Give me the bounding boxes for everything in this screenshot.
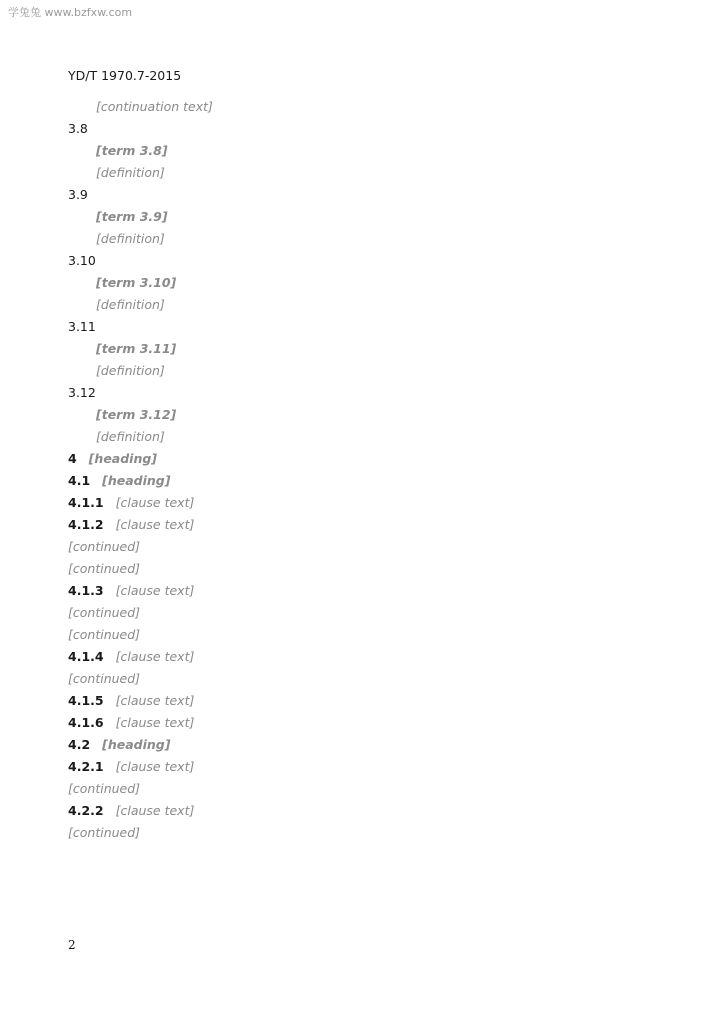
paragraph-line: [definition] [96, 363, 165, 378]
clause [68, 514, 656, 536]
clause-number: 4.1 [68, 473, 91, 488]
paragraph-line: [continued] [68, 781, 141, 796]
clause-text: [heading] [102, 737, 171, 752]
paragraph-line: [continued] [68, 825, 141, 840]
clause-number: 4.1.2 [68, 517, 104, 532]
section-heading [68, 734, 656, 756]
paragraph-line: [continued] [68, 627, 141, 642]
clause-text: [heading] [102, 473, 171, 488]
clause-number: 4.1.5 [68, 693, 104, 708]
clause-text: [clause text] [115, 693, 195, 708]
clause-number: 4.1.4 [68, 649, 104, 664]
clause-text: [clause text] [115, 495, 195, 510]
term-title: [term 3.8] [96, 143, 168, 158]
clause-text: [clause text] [115, 517, 195, 532]
paragraph-line: [continued] [68, 561, 141, 576]
clause-number: 4.2.2 [68, 803, 104, 818]
clause-number: 4 [68, 451, 77, 466]
clause-number: 3.9 [68, 187, 88, 202]
term-title: [term 3.9] [96, 209, 168, 224]
paragraph-line: [definition] [96, 231, 165, 246]
term-title: [term 3.11] [96, 341, 177, 356]
term-title: [term 3.10] [96, 275, 177, 290]
document-body [68, 96, 656, 844]
clause-text: [clause text] [115, 649, 195, 664]
clause [68, 492, 656, 514]
clause-number: 4.1.6 [68, 715, 104, 730]
clause-text: [clause text] [115, 759, 195, 774]
paragraph-line: [continued] [68, 539, 141, 554]
document-number: YD/T 1970.7-2015 [68, 68, 182, 83]
paragraph-line: [continued] [68, 671, 141, 686]
clause-number: 3.8 [68, 121, 88, 136]
page-number: 2 [68, 938, 76, 952]
clause-number: 4.1.1 [68, 495, 104, 510]
paragraph-line: [continuation text] [96, 99, 213, 114]
clause-text: [clause text] [115, 803, 195, 818]
clause-number: 4.2 [68, 737, 91, 752]
paragraph-line: [continued] [68, 605, 141, 620]
clause-text: [clause text] [115, 583, 195, 598]
clause-number: 4.2.1 [68, 759, 104, 774]
clause [68, 580, 656, 602]
section-heading [68, 448, 656, 470]
section-heading [68, 470, 656, 492]
paragraph-line: [definition] [96, 165, 165, 180]
clause [68, 712, 656, 734]
clause-number: 3.11 [68, 319, 96, 334]
clause [68, 690, 656, 712]
clause [68, 646, 656, 668]
paragraph-line: [definition] [96, 429, 165, 444]
clause-number: 3.12 [68, 385, 96, 400]
clause [68, 756, 656, 778]
clause-number: 3.10 [68, 253, 96, 268]
watermark: 学兔兔 www.bzfxw.com [8, 6, 133, 19]
term-title: [term 3.12] [96, 407, 177, 422]
clause-text: [clause text] [115, 715, 195, 730]
clause-number: 4.1.3 [68, 583, 104, 598]
clause [68, 800, 656, 822]
clause-text: [heading] [88, 451, 158, 466]
paragraph-line: [definition] [96, 297, 165, 312]
